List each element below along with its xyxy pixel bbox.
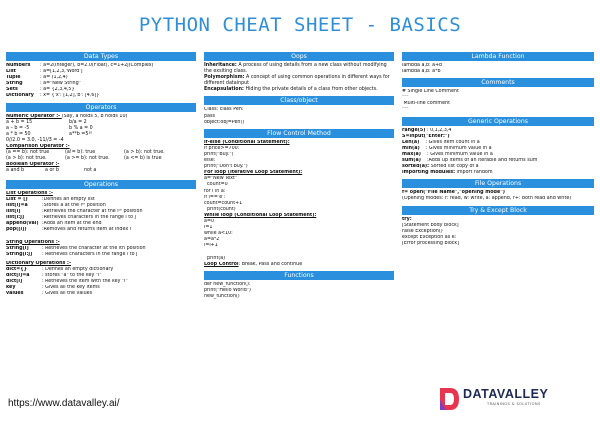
entry-value: : Retrieves the character at the ith position bbox=[42, 245, 146, 251]
table-cell: b % a = 0 bbox=[69, 125, 93, 131]
data-types-list bbox=[6, 63, 196, 100]
comparison-operator-title: Comparison Operator :- bbox=[6, 143, 70, 149]
code-line: new_function() bbox=[204, 293, 240, 299]
entry-key: list[i:j] bbox=[6, 215, 25, 221]
entry-row bbox=[6, 93, 196, 99]
entry-value: :Retrieves the character at the iᵗʰ position bbox=[42, 209, 143, 215]
code-line: i=i+1 bbox=[204, 243, 218, 249]
table-cell: a**b =5¹⁰ bbox=[69, 131, 93, 137]
entry-value: : Gives minimum value in a bbox=[419, 145, 492, 151]
generic-operations-heading: Generic Operations bbox=[402, 117, 594, 126]
entry-row bbox=[6, 252, 196, 258]
class-object-heading: Class/object bbox=[204, 96, 394, 105]
code-line: else: bbox=[204, 158, 216, 164]
entry-key: dict[i] bbox=[6, 279, 23, 285]
code-line: i=1 bbox=[204, 225, 213, 231]
table-cell: (a!= b): true bbox=[65, 149, 96, 155]
entry-key: range(5) bbox=[402, 127, 426, 133]
comments-code bbox=[402, 89, 594, 113]
entry-value: : 0,1,2,3,4 bbox=[425, 127, 452, 133]
entry-key: sum(a) bbox=[402, 158, 421, 164]
entry-key: pop([i]) bbox=[6, 227, 27, 233]
code-line: """ bbox=[402, 95, 409, 101]
dictionary-operations-list bbox=[6, 267, 196, 297]
oops-term: Encapsulation: bbox=[204, 87, 244, 93]
logo-tagline: TRAININGS & SOLUTIONS bbox=[487, 402, 541, 406]
entry-value: :Adds up items of an iterable and returns sum bbox=[420, 158, 538, 164]
code-line: [Error processing block] bbox=[402, 240, 460, 246]
datavalley-logo-icon bbox=[437, 386, 461, 412]
code-line: count=0 bbox=[204, 182, 228, 188]
operators-heading: Operators bbox=[6, 103, 196, 112]
functions-heading: Functions bbox=[204, 271, 394, 280]
column-middle bbox=[204, 52, 394, 300]
table-cell: (a > b): not true. bbox=[6, 155, 47, 161]
list-operations-list bbox=[6, 197, 196, 234]
entry-key: min(a) bbox=[402, 145, 420, 151]
for-loop-title: For loop (Iterative Loop Statement): bbox=[204, 170, 303, 176]
entry-value: :Adds an item at the end bbox=[42, 221, 102, 227]
entry-key: dict[i]=a bbox=[6, 272, 30, 278]
datavalley-logo bbox=[437, 386, 587, 414]
list-operations-title: List Operations :- bbox=[6, 190, 53, 196]
code-line: count=count+1 bbox=[204, 200, 243, 206]
entry-value: :Removes and returns item at index i bbox=[42, 227, 132, 233]
entry-key: list[i]=a bbox=[6, 203, 28, 209]
entry-value: : Gives item count in a bbox=[419, 139, 480, 145]
table-cell: 0//2.0 = 3.0, -11//3 = -4 bbox=[6, 137, 64, 143]
oops-term: Inheritance: bbox=[204, 63, 237, 68]
entry-value: : Defines an empty dictionary bbox=[42, 266, 114, 272]
code-line: print(a) bbox=[204, 255, 226, 261]
code-line: a="New Text" bbox=[204, 176, 238, 182]
code-line: # Single Line Comment bbox=[402, 89, 459, 95]
code-line: def new_function(): bbox=[204, 281, 251, 287]
table-cell: not a bbox=[84, 167, 97, 173]
dictionary-operations-title: Dictionary Operations :- bbox=[6, 260, 71, 266]
string-operations-list bbox=[6, 246, 196, 258]
numeric-operator-note: (Say, a holds 5, b holds 10) bbox=[61, 113, 128, 119]
code-line: """ bbox=[402, 107, 409, 113]
entry-key: importing modules: bbox=[402, 170, 456, 176]
entry-key: Len(a) bbox=[402, 139, 420, 145]
table-cell: a + b = 15 bbox=[6, 119, 33, 125]
entry-value: : stores "a" to the key "i" bbox=[42, 272, 102, 278]
entry-value: Sorted list copy of a bbox=[429, 164, 479, 170]
while-loop-title: While loop (Conditional Loop Statement): bbox=[204, 212, 317, 218]
operations-heading: Operations bbox=[6, 180, 196, 189]
code-line: for i in a: bbox=[204, 188, 226, 194]
numeric-operator-title: Numeric Operator :- bbox=[6, 113, 62, 119]
comments-heading: Comments bbox=[402, 78, 594, 87]
functions-code bbox=[204, 282, 394, 300]
code-line: object:obj=Pen() bbox=[204, 119, 245, 125]
data-types-heading: Data Types bbox=[6, 52, 196, 61]
oops-term: Polymorphism: bbox=[204, 75, 245, 81]
entry-key: key bbox=[6, 285, 16, 291]
entry-key: List bbox=[6, 69, 16, 75]
file-operations-heading: File Operations bbox=[402, 179, 594, 188]
entry-value: :Stores a at the iᵗʰ position bbox=[42, 203, 106, 209]
entry-key: Sets bbox=[6, 87, 18, 93]
entry-key: append(val) bbox=[6, 221, 39, 227]
entry-key: max(a) bbox=[402, 151, 421, 157]
loop-control-value: : Break, Pass and continue bbox=[238, 261, 303, 267]
entry-key: values bbox=[6, 291, 24, 297]
oops-item bbox=[204, 63, 394, 75]
code-line: a=0 bbox=[204, 218, 215, 224]
lambda-code bbox=[402, 63, 594, 75]
table-cell: a and b bbox=[6, 167, 25, 173]
code-line: print("Don't buy.") bbox=[204, 164, 248, 170]
table-cell: b/a = 2 bbox=[69, 119, 87, 125]
if-else-code bbox=[204, 146, 394, 170]
website-url[interactable]: https://www.datavalley.ai/ bbox=[8, 398, 120, 409]
code-line: while a<10: bbox=[204, 231, 233, 237]
code-line: lambda a,b: a*b bbox=[402, 69, 441, 75]
table-cell: a * b = 50 bbox=[6, 131, 31, 137]
entry-key: String[i:j] bbox=[6, 251, 33, 257]
numeric-operator-table bbox=[6, 120, 196, 144]
entry-row bbox=[6, 227, 196, 233]
comparison-operator-table bbox=[6, 150, 196, 162]
file-open-line: f= open("File Name","opening mode") bbox=[402, 190, 505, 196]
entry-key: S=input("Enter:") bbox=[402, 133, 450, 139]
oops-heading: Oops bbox=[204, 52, 394, 61]
code-line: print(count) bbox=[204, 206, 236, 212]
entry-key: dict={} bbox=[6, 266, 28, 272]
entry-value: : Retrieves the item with the key "i" bbox=[42, 279, 128, 285]
logo-name: DATAVALLEY bbox=[463, 387, 549, 401]
entry-key: sorted(a): bbox=[402, 164, 430, 170]
while-loop-code bbox=[204, 219, 394, 262]
oops-item bbox=[204, 75, 394, 87]
code-line: raise Exception() bbox=[402, 228, 443, 234]
entry-value: : a=[1,2,3,'Word'] bbox=[40, 69, 83, 75]
table-cell: (a >= b): not true. bbox=[65, 155, 110, 161]
entry-value: :Retrieves characters in the range i to j bbox=[42, 215, 136, 221]
entry-row bbox=[402, 170, 594, 176]
entry-value: : a= (1,2,4) bbox=[40, 75, 68, 81]
class-object-code bbox=[204, 107, 394, 125]
code-line: except Exception as e: bbox=[402, 234, 457, 240]
code-line: if i=='e': bbox=[204, 194, 226, 200]
entry-row bbox=[6, 291, 196, 297]
try-except-heading: Try & Except Block bbox=[402, 206, 594, 215]
loop-control-key: Loop Control bbox=[204, 261, 239, 267]
file-modes-line: (Opening modes: r: read, w: write, a: append, r+: both read and write) bbox=[402, 196, 572, 202]
entry-value: : a="New String" bbox=[40, 81, 81, 87]
entry-key: List = [] bbox=[6, 196, 28, 202]
flow-control-heading: Flow Control Method bbox=[204, 129, 394, 138]
code-line: Multi-line comment bbox=[402, 101, 450, 107]
entry-value: : Retrieves characters in the range i to j bbox=[42, 251, 138, 257]
code-line: pass bbox=[204, 113, 215, 119]
code-line: if price>=700: bbox=[204, 145, 240, 151]
code-line: print("Hello World") bbox=[204, 287, 251, 293]
entry-value: : Gives minimum value in a bbox=[420, 151, 493, 157]
entry-key: String bbox=[6, 81, 23, 87]
code-line: print("Buy.") bbox=[204, 151, 234, 157]
generic-operations-list bbox=[402, 128, 594, 177]
code-line: a=a*2 bbox=[204, 237, 220, 243]
oops-definition: A concept of using common operations in different ways for different datainput bbox=[204, 75, 390, 87]
code-line: lambda a,b: a+b bbox=[402, 63, 443, 68]
entry-key: Dictionary bbox=[6, 93, 34, 99]
code-line: Class: class Pen: bbox=[204, 107, 244, 113]
oops-list bbox=[204, 63, 394, 93]
oops-definition: A process of using details from a new class without modifying the exsiting class. bbox=[204, 63, 387, 75]
entry-key: String[i] bbox=[6, 245, 29, 251]
entry-value: :Defines an empty list bbox=[42, 196, 95, 202]
for-loop-code bbox=[204, 176, 394, 213]
try-except-code bbox=[402, 217, 594, 247]
entry-key: list[i] bbox=[6, 209, 21, 215]
boolean-operator-title: Boolean Operator :- bbox=[6, 161, 60, 167]
column-left bbox=[6, 52, 196, 297]
entry-key: Tuple bbox=[6, 75, 21, 81]
if-else-title: if-else (Conditional Statement): bbox=[204, 139, 290, 145]
entry-value: : x= {'x': [1,2],'b': [4,6]} bbox=[40, 93, 100, 99]
lambda-heading: Lambda Function bbox=[402, 52, 594, 61]
column-right bbox=[402, 52, 594, 247]
string-operations-title: String Operations :- bbox=[6, 239, 60, 245]
entry-value: : a= {2,3,4,5} bbox=[40, 87, 75, 93]
table-cell: (a > b): not true. bbox=[124, 149, 165, 155]
code-line: try: bbox=[402, 216, 412, 222]
table-cell: (a <= b) is true bbox=[124, 155, 162, 161]
oops-item bbox=[204, 87, 394, 93]
code-line: [Statement body block] bbox=[402, 222, 459, 228]
entry-value: import random bbox=[455, 170, 493, 176]
table-cell: a or b bbox=[45, 167, 59, 173]
table-cell: (a == b): not true bbox=[6, 149, 50, 155]
entry-value: : Gives all the values bbox=[42, 291, 93, 297]
page-title: PYTHON CHEAT SHEET - BASICS bbox=[138, 14, 462, 36]
oops-definition: Hiding the private details of a class from other objects. bbox=[243, 87, 378, 93]
entry-key: Numbers bbox=[6, 63, 31, 68]
table-cell: a – b = -5 bbox=[6, 125, 30, 131]
entry-value: : a=2(Integer), b=2.0(Float), c=1+2j(Complex) bbox=[40, 63, 154, 68]
entry-value: : Gives all the key items bbox=[42, 285, 100, 291]
